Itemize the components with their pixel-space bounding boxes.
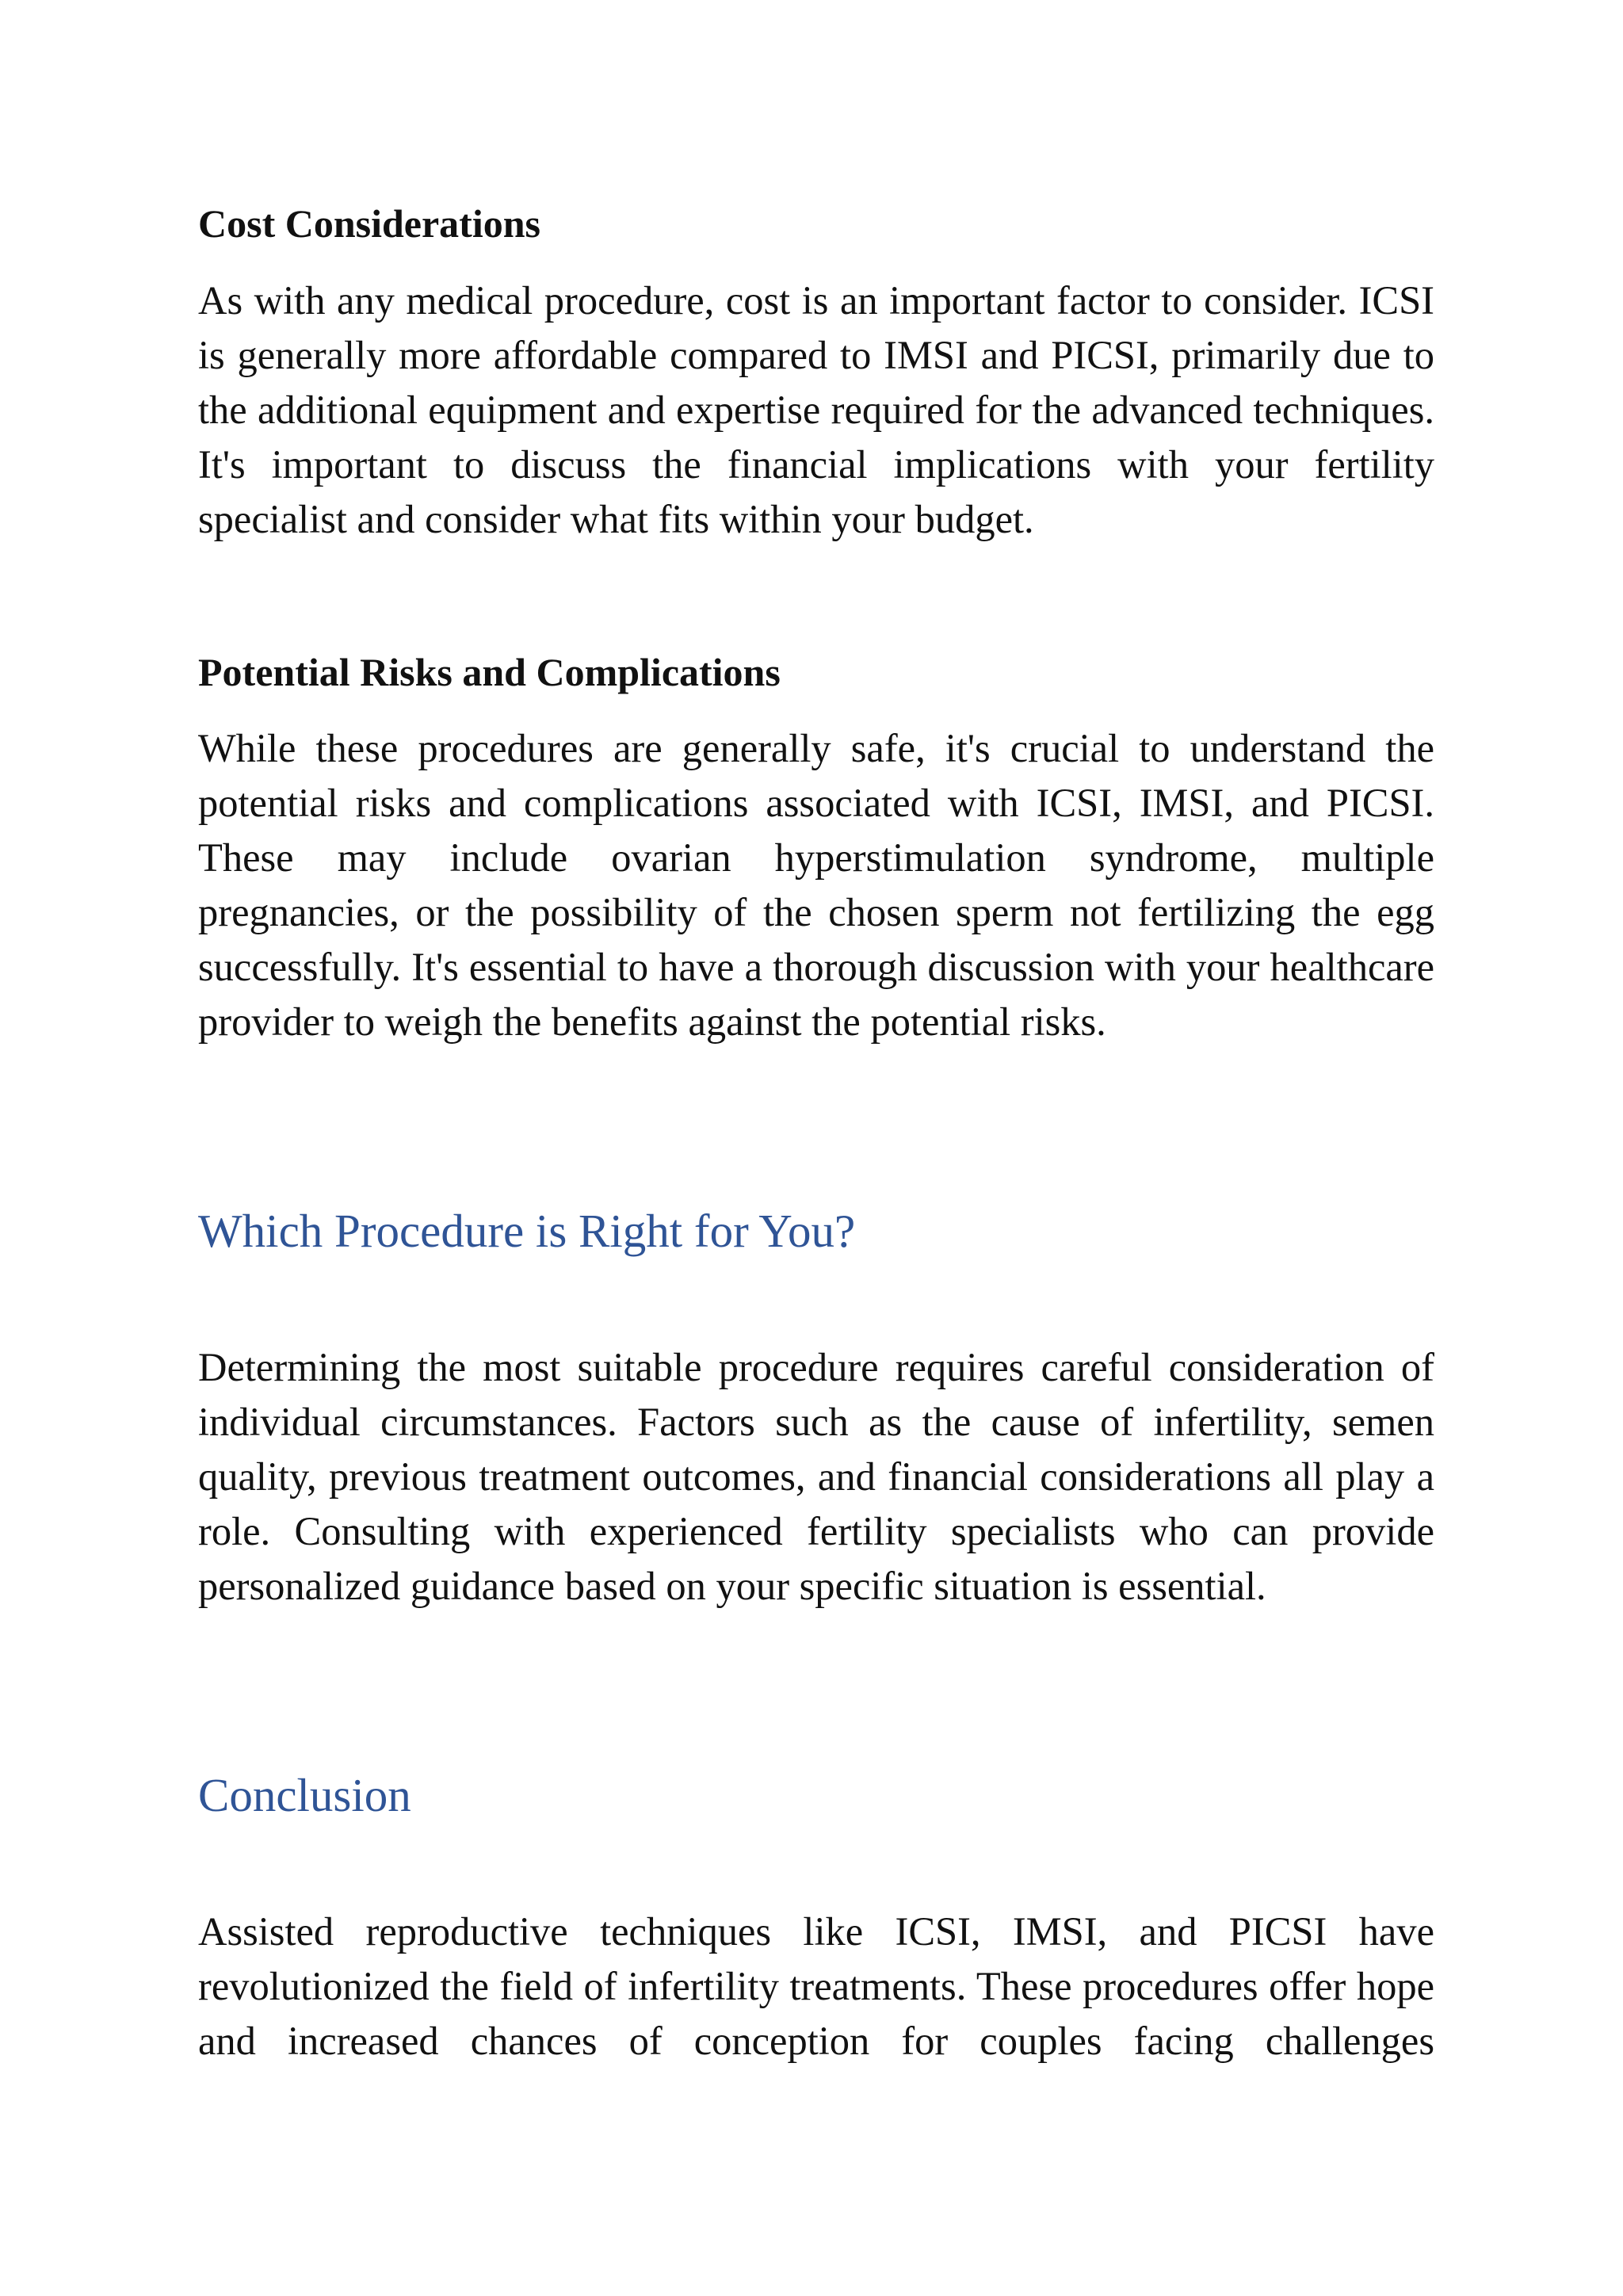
- section-heading-cost-considerations: Cost Considerations: [198, 201, 540, 246]
- paragraph-potential-risks: While these procedures are generally safe, it's crucial to understand the potential risks and complications associated with ICSI, IMSI, and PICSI. These may include ovarian hyperstimulation syndrome, multiple pregnancies, or the possibility of the chosen sperm not fertilizing the egg successfully. It's essential to have a thorough discussion with your healthcare provider to weigh the benefits against the potential risks.: [198, 726, 1434, 1044]
- section-heading-which-procedure: Which Procedure is Right for You?: [198, 1205, 856, 1257]
- paragraph-conclusion: Assisted reproductive techniques like ICSI, IMSI, and PICSI have revolutionized the field of infertility treatments. These procedures offer hope and increased chances of conception for couples facing challenges: [198, 1909, 1434, 2063]
- section-heading-potential-risks: Potential Risks and Complications: [198, 650, 781, 694]
- paragraph-cost-considerations: As with any medical procedure, cost is an important factor to consider. ICSI is generally more affordable compared to IMSI and PICSI, primarily due to the additional equipment and expertise required for the advanced techniques. It's important to discuss the financial implications with your fertility specialist and consider what fits within your budget.: [198, 278, 1434, 541]
- section-heading-conclusion: Conclusion: [198, 1769, 411, 1821]
- paragraph-which-procedure: Determining the most suitable procedure requires careful consideration of individual circumstances. Factors such as the cause of infertility, semen quality, previous treatment outcomes, and financial considerations all play a role. Consulting with experienced fertility specialists who can provide personalized guidance based on your specific situation is essential.: [198, 1345, 1434, 1608]
